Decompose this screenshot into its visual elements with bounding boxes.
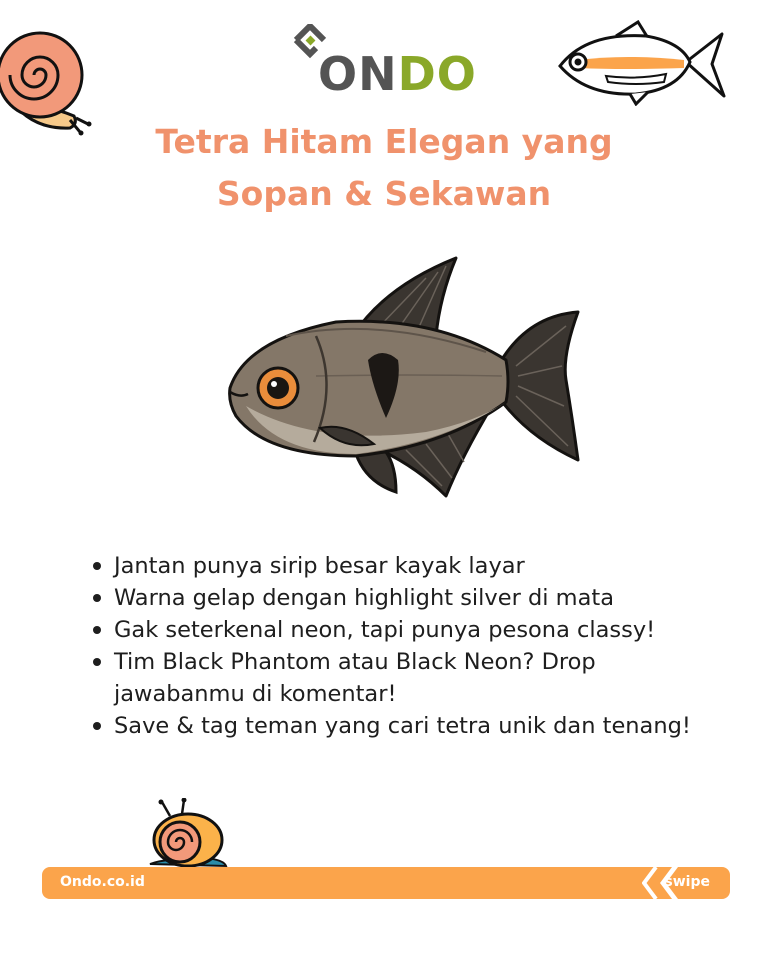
black-tetra-illustration: [226, 256, 586, 506]
page-title: [0, 116, 768, 220]
title-line-2: Sopan & Sekawan: [216, 174, 552, 213]
list-item: Warna gelap dengan highlight silver di mata: [88, 582, 728, 614]
logo-text: [318, 47, 477, 101]
ondo-logo: [288, 22, 488, 101]
footer-site-link[interactable]: Ondo.co.id: [60, 874, 145, 890]
list-item: Jantan punya sirip besar kayak layar: [88, 550, 728, 582]
list-item: Tim Black Phantom atau Black Neon? Drop jawabanmu di komentar!: [88, 646, 728, 710]
small-snail-icon: [146, 798, 230, 870]
logo-text-on: ON: [318, 47, 398, 101]
list-item: Gak seterkenal neon, tapi punya pesona classy!: [88, 614, 728, 646]
feature-list: [88, 550, 728, 742]
logo-text-do: DO: [397, 47, 477, 101]
title-line-1: Tetra Hitam Elegan yang: [155, 122, 613, 161]
list-item: Save & tag teman yang cari tetra unik dan tenang!: [88, 710, 728, 742]
neon-tetra-icon: [556, 20, 728, 106]
footer-bar: [42, 867, 730, 899]
swipe-button[interactable]: swipe: [664, 874, 710, 890]
